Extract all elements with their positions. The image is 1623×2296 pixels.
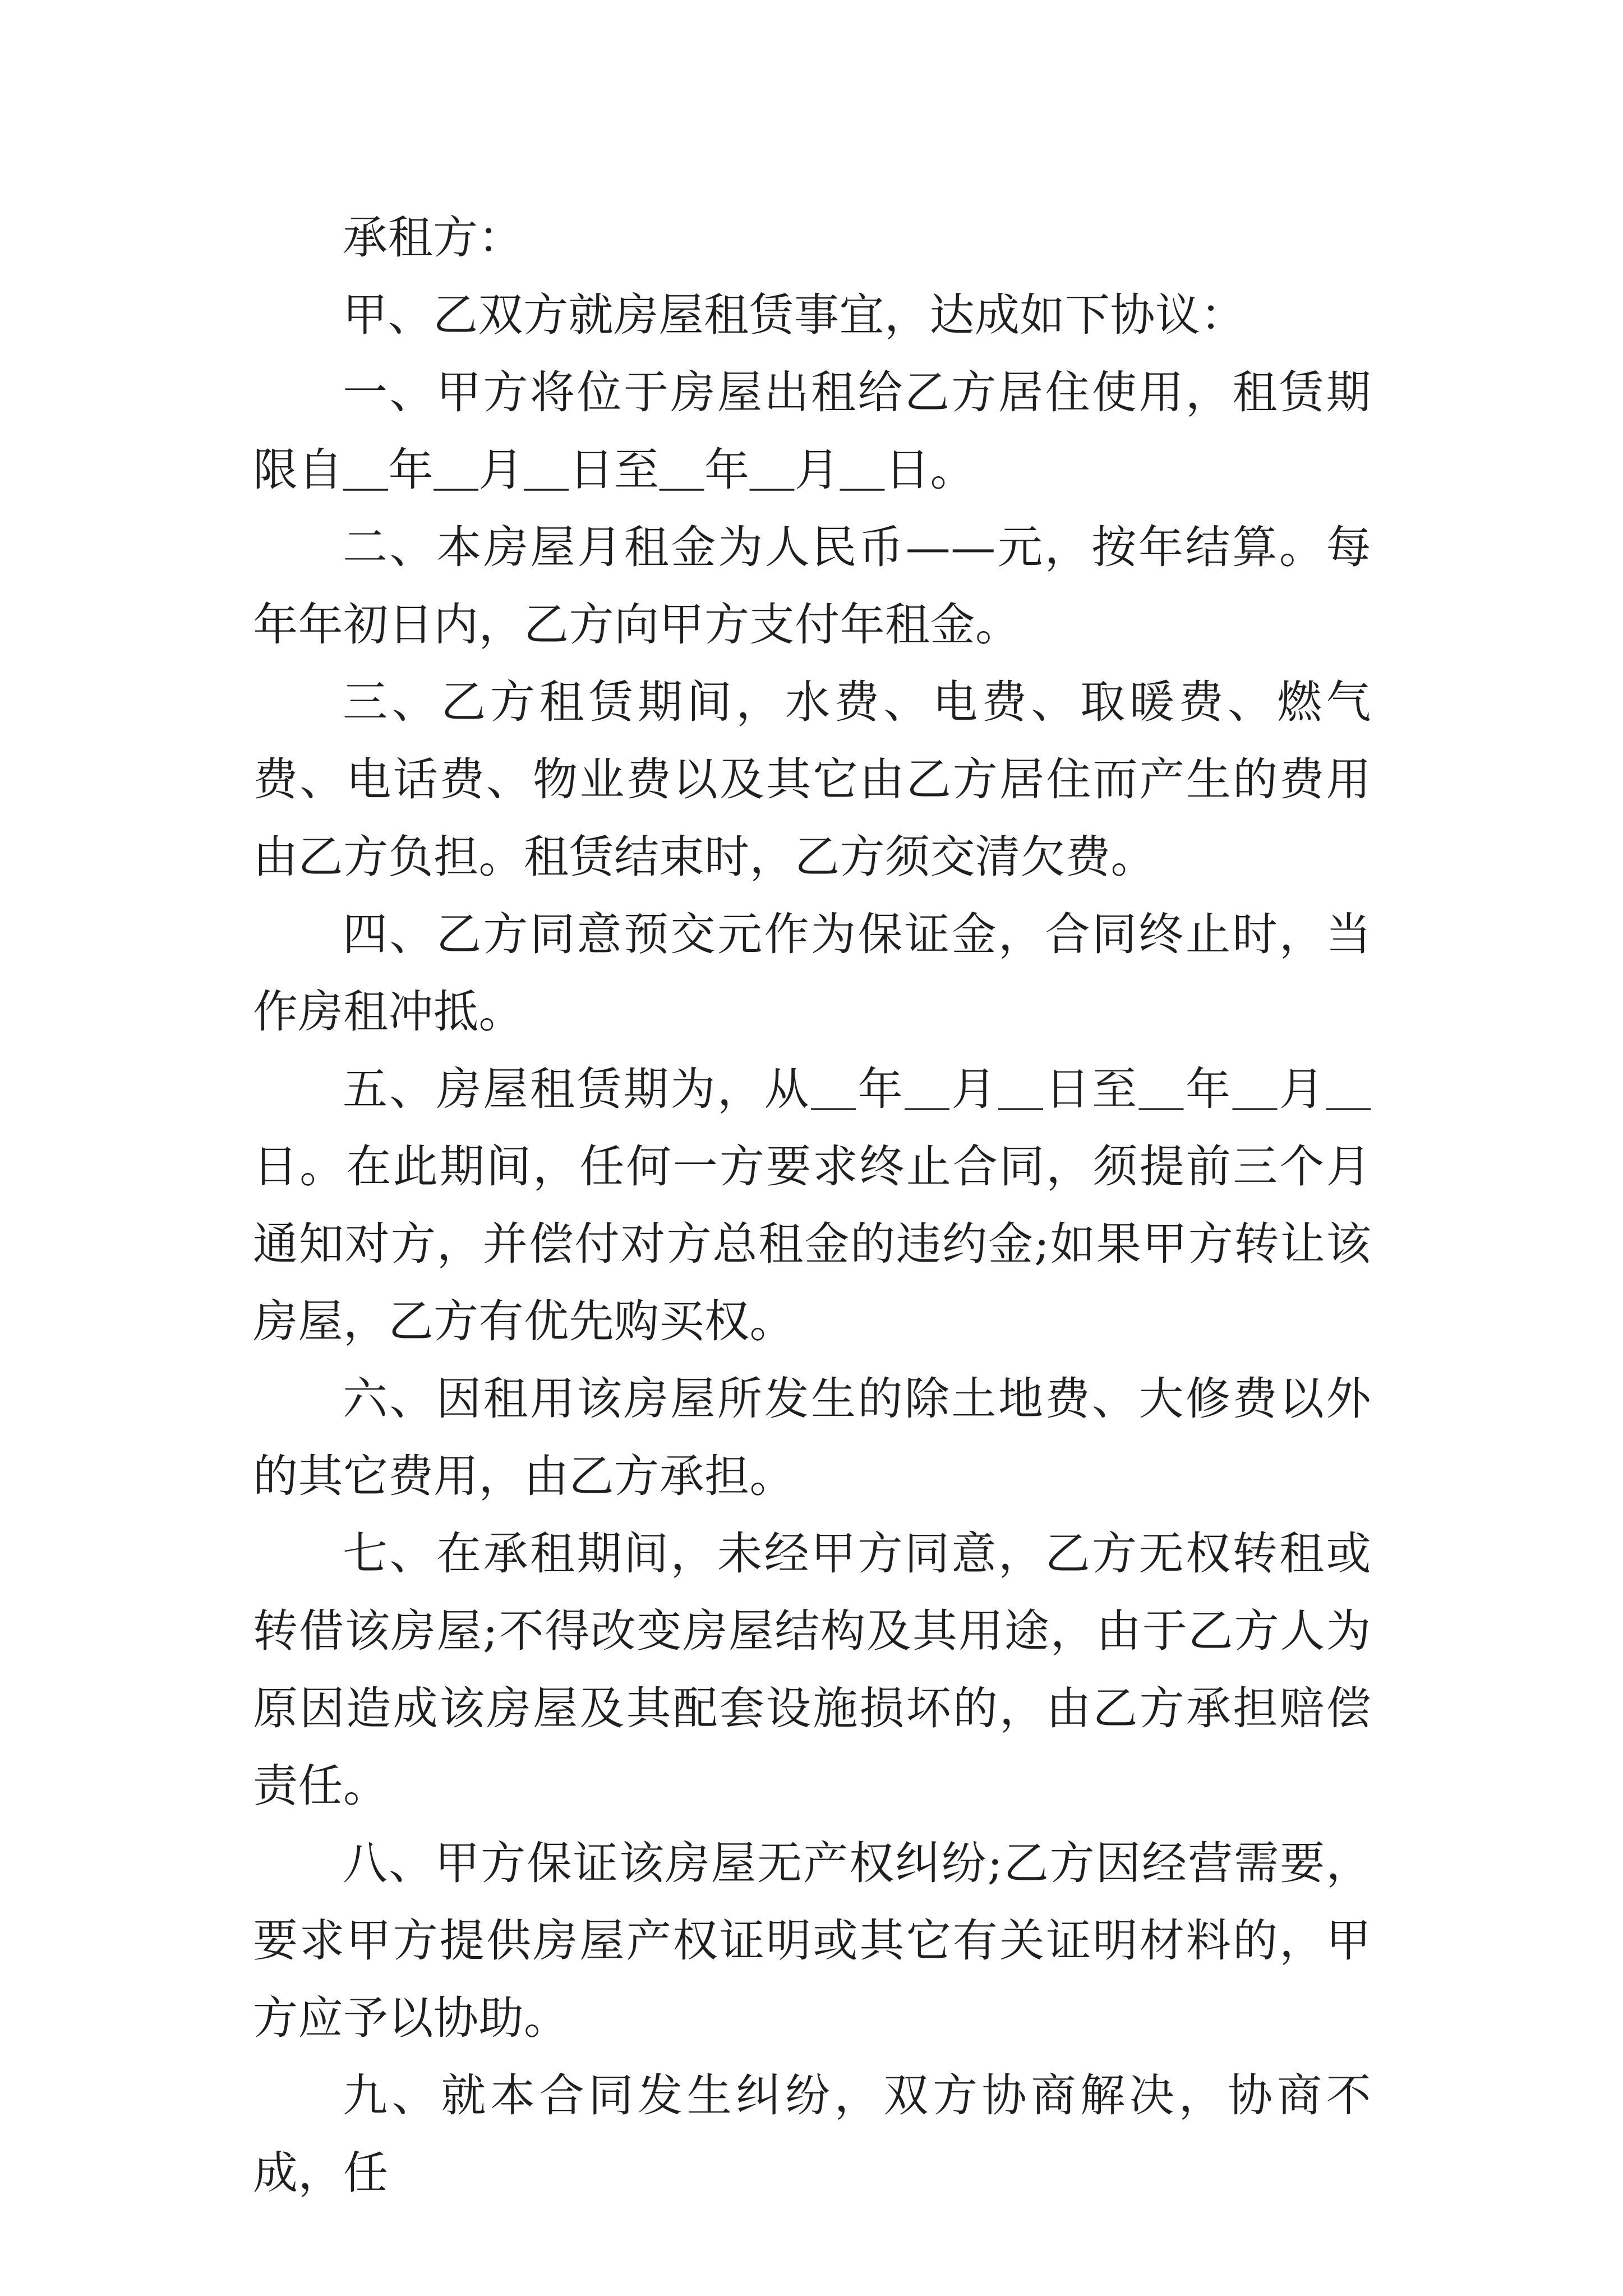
paragraph-clause-9: 九、就本合同发生纠纷，双方协商解决，协商不成，任: [253, 2069, 1371, 2199]
paragraph-clause-6: 六、因租用该房屋所发生的除土地费、大修费以外的其它费用，由乙方承担。: [253, 1373, 1371, 1502]
paragraph-clause-3: 三、乙方租赁期间，水费、电费、取暖费、燃气费、电话费、物业费以及其它由乙方居住而产生的费用由乙方负担。租赁结束时，乙方须交清欠费。: [253, 676, 1371, 883]
paragraph-clause-1: 一、甲方将位于房屋出租给乙方居住使用，租赁期限自＿年＿月＿日至＿年＿月＿日。: [253, 366, 1371, 496]
paragraph-clause-8: 八、甲方保证该房屋无产权纠纷;乙方因经营需要，要求甲方提供房屋产权证明或其它有关证明材料的，甲方应予以协助。: [253, 1837, 1371, 2044]
paragraph-agreement-intro: 甲、乙双方就房屋租赁事宜，达成如下协议：: [343, 289, 1246, 341]
paragraph-clause-2: 二、本房屋月租金为人民币——元，按年结算。每年年初日内，乙方向甲方支付年租金。: [253, 521, 1371, 651]
document-body: [253, 199, 1371, 2212]
paragraph-lessee: 承租方：: [343, 211, 523, 264]
paragraph-clause-7: 七、在承租期间，未经甲方同意，乙方无权转租或转借该房屋;不得改变房屋结构及其用途，由于乙方人为原因造成该房屋及其配套设施损坏的，由乙方承担赔偿责任。: [253, 1527, 1371, 1812]
paragraph-clause-4: 四、乙方同意预交元作为保证金，合同终止时，当作房租冲抵。: [253, 908, 1371, 1038]
paragraph-clause-5: 五、房屋租赁期为，从＿年＿月＿日至＿年＿月＿日。在此期间，任何一方要求终止合同，须提前三个月通知对方，并偿付对方总租金的违约金;如果甲方转让该房屋，乙方有优先购买权。: [253, 1063, 1371, 1347]
